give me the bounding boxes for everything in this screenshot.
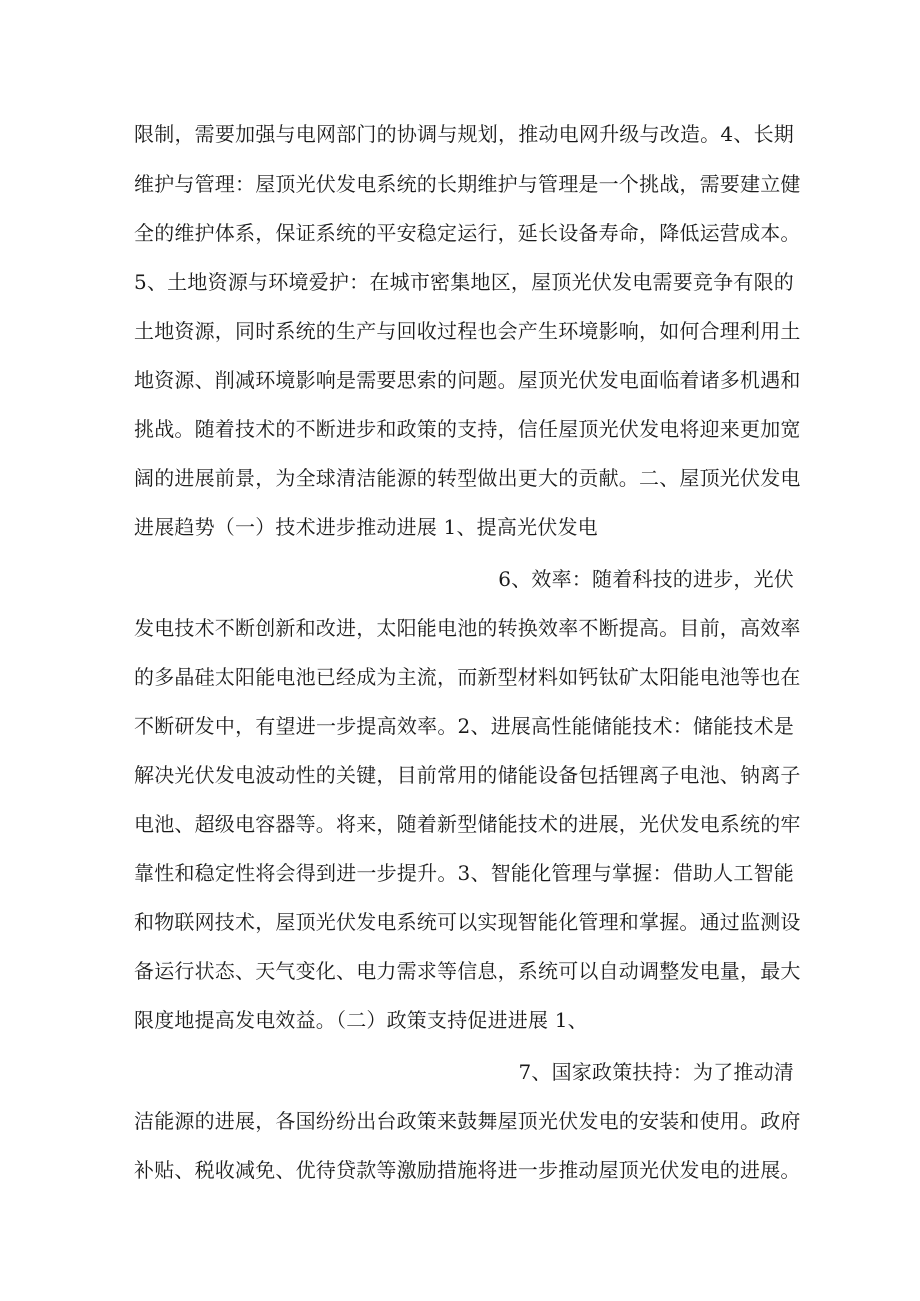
text-line: 限度地提高发电效益。（二）政策支持促进进展 1、	[134, 1008, 588, 1032]
text-line: 和物联网技术，屋顶光伏发电系统可以实现智能化管理和掌握。通过监测设	[134, 910, 801, 934]
text-line: 进展趋势（一）技术进步推动进展 1、提高光伏发电	[134, 515, 598, 539]
text-line: 靠性和稳定性将会得到进一步提升。3、智能化管理与掌握：借助人工智能	[134, 861, 794, 885]
text-line: 全的维护体系，保证系统的平安稳定运行，延长设备寿命，降低运营成本。	[134, 221, 801, 245]
text-line: 维护与管理：屋顶光伏发电系统的长期维护与管理是一个挑战，需要建立健	[134, 172, 801, 196]
text-line: 地资源、削减环境影响是需要思索的问题。屋顶光伏发电面临着诸多机遇和	[134, 368, 801, 392]
text-line: 发电技术不断创新和改进，太阳能电池的转换效率不断提高。目前，高效率	[134, 616, 801, 640]
text-line-indented: 6、效率：随着科技的进步，光伏	[498, 567, 794, 591]
text-line: 不断研发中，有望进一步提高效率。2、进展高性能储能技术：储能技术是	[134, 714, 794, 738]
text-line: 阔的进展前景，为全球清洁能源的转型做出更大的贡献。二、屋顶光伏发电	[134, 466, 801, 490]
text-line: 土地资源，同时系统的生产与回收过程也会产生环境影响，如何合理利用土	[134, 319, 801, 343]
text-line-indented: 7、国家政策扶持：为了推动清	[518, 1060, 794, 1084]
text-line: 备运行状态、天气变化、电力需求等信息，系统可以自动调整发电量，最大	[134, 959, 801, 983]
text-line: 限制，需要加强与电网部门的协调与规划，推动电网升级与改造。4、长期	[134, 122, 794, 146]
text-line: 5、土地资源与环境爱护：在城市密集地区，屋顶光伏发电需要竞争有限的	[134, 270, 794, 294]
text-line: 的多晶硅太阳能电池已经成为主流，而新型材料如钙钛矿太阳能电池等也在	[134, 665, 801, 689]
text-line: 解决光伏发电波动性的关键，目前常用的储能设备包括锂离子电池、钠离子	[134, 763, 801, 787]
text-line: 补贴、税收减免、优待贷款等激励措施将进一步推动屋顶光伏发电的进展。	[134, 1158, 801, 1182]
text-line: 洁能源的进展，各国纷纷出台政策来鼓舞屋顶光伏发电的安装和使用。政府	[134, 1109, 801, 1133]
text-line: 挑战。随着技术的不断进步和政策的支持，信任屋顶光伏发电将迎来更加宽	[134, 417, 801, 441]
text-line: 电池、超级电容器等。将来，随着新型储能技术的进展，光伏发电系统的牢	[134, 812, 801, 836]
